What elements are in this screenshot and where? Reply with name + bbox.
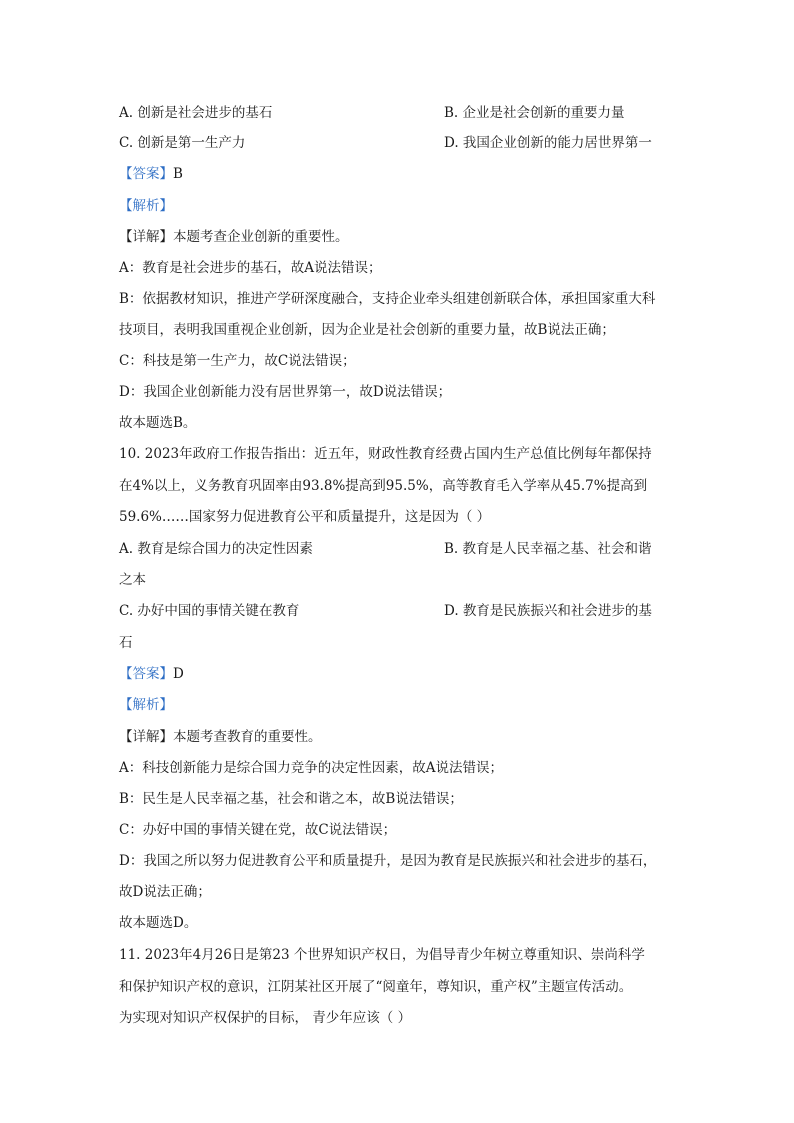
q9-option-c: C. 创新是第一生产力 xyxy=(119,135,246,151)
q9-option-b: B. 企业是社会创新的重要力量 xyxy=(444,105,625,121)
q10-answer xyxy=(119,664,184,684)
q10-stem-line: 在4%以上，义务教育巩固率由93.8%提高到95.5%，高等教育毛入学率从45.7%提高到 xyxy=(119,478,648,494)
q10-option-d-cont: 石 xyxy=(119,635,133,651)
q11-stem-line: 为实现对知识产权保护的目标， 青少年应该（ ） xyxy=(119,1010,412,1026)
detail-intro: 本题考查企业创新的重要性。 xyxy=(173,229,349,245)
q10-option-b-cont: 之本 xyxy=(119,572,146,588)
q9-detail-line: A：教育是社会进步的基石，故A说法错误； xyxy=(119,260,382,276)
q9-analysis-tag: 【解析】 xyxy=(119,198,173,214)
q9-option-d: D. 我国企业创新的能力居世界第一 xyxy=(444,135,652,151)
q10-option-c: C. 办好中国的事情关键在教育 xyxy=(119,603,300,619)
q9-detail-line: 故本题选B。 xyxy=(119,415,197,431)
q10-option-b: B. 教育是人民幸福之基、社会和谐 xyxy=(444,541,652,557)
q10-stem-line: 10. 2023年政府工作报告指出：近五年，财政性教育经费占国内生产总值比例每年都保持 xyxy=(119,446,652,462)
q11-stem-line: 和保护知识产权的意识，江阴某社区开展了“阅童年，尊知识，重产权”主题宣传活动。 xyxy=(119,979,633,995)
answer-tag: 【答案】 xyxy=(119,166,173,182)
q9-answer xyxy=(119,164,183,184)
detail-tag: 【详解】 xyxy=(119,229,173,245)
q10-detail-line: B：民生是人民幸福之基，社会和谐之本，故B说法错误； xyxy=(119,791,463,807)
q9-detail-line: 技项目，表明我国重视企业创新，因为企业是社会创新的重要力量，故B说法正确； xyxy=(119,322,615,338)
q9-option-a: A. 创新是社会进步的基石 xyxy=(119,105,273,121)
answer-value: D xyxy=(173,666,184,682)
answer-tag: 【答案】 xyxy=(119,666,173,682)
q9-detail-line: C：科技是第一生产力，故C说法错误； xyxy=(119,353,356,369)
q10-detail-line: 故本题选D。 xyxy=(119,915,198,931)
q10-option-a: A. 教育是综合国力的决定性因素 xyxy=(119,541,313,557)
q10-option-d: D. 教育是民族振兴和社会进步的基 xyxy=(444,603,652,619)
q10-detail-line: 故D说法正确； xyxy=(119,884,211,900)
q10-stem-line: 59.6%……国家努力促进教育公平和质量提升，这是因为（ ） xyxy=(119,509,491,525)
q10-detail-line: C：办好中国的事情关键在党，故C说法错误； xyxy=(119,822,397,838)
q10-detail xyxy=(119,727,322,747)
q9-detail xyxy=(119,227,349,247)
q9-detail-line: B：依据教材知识，推进产学研深度融合，支持企业牵头组建创新联合体，承担国家重大科 xyxy=(119,291,656,307)
q10-detail-line: A：科技创新能力是综合国力竞争的决定性因素，故A说法错误； xyxy=(119,760,503,776)
q10-analysis-tag: 【解析】 xyxy=(119,697,173,713)
answer-value: B xyxy=(173,166,183,182)
detail-intro: 本题考查教育的重要性。 xyxy=(173,729,322,745)
q11-stem-line: 11. 2023年4月26日是第23 个世界知识产权日，为倡导青少年树立尊重知识、崇尚科学 xyxy=(119,947,645,963)
q10-detail-line: D：我国之所以努力促进教育公平和质量提升，是因为教育是民族振兴和社会进步的基石， xyxy=(119,853,657,869)
detail-tag: 【详解】 xyxy=(119,729,173,745)
q9-detail-line: D：我国企业创新能力没有居世界第一，故D说法错误； xyxy=(119,384,452,400)
